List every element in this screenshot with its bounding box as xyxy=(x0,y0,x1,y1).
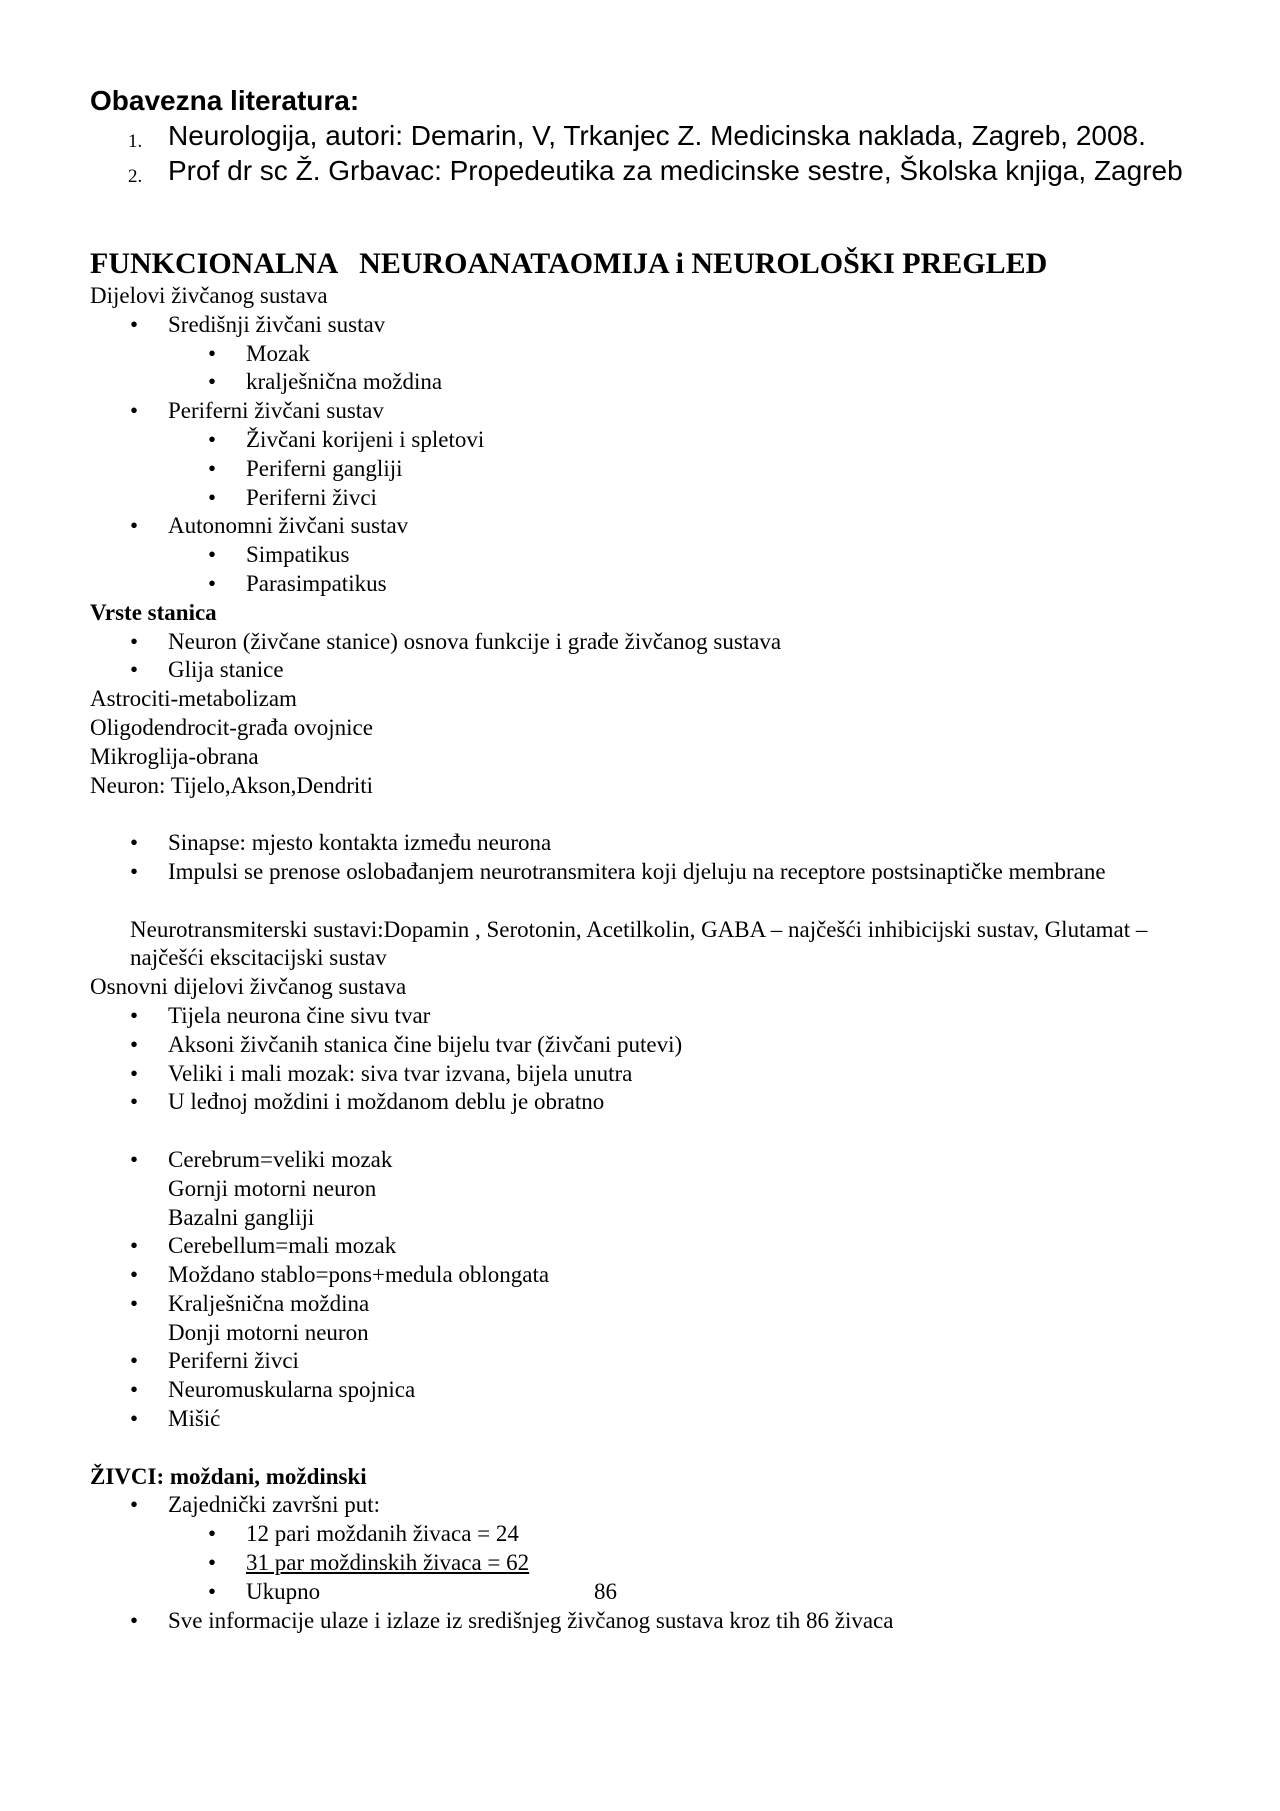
list-item: • Živčani korijeni i spletovi xyxy=(90,426,1200,455)
spacer xyxy=(90,1117,1200,1146)
literature-item xyxy=(90,153,1208,188)
list-item: • Periferni živci xyxy=(90,1347,1200,1376)
list-item: • Impulsi se prenose oslobađanjem neurotransmitera koji djeluju na receptore postsinaptičke membrane xyxy=(90,858,1200,887)
spacer xyxy=(90,1434,1200,1463)
list-item: • Parasimpatikus xyxy=(90,570,1200,599)
text-line: Bazalni gangliji xyxy=(168,1204,315,1230)
list-item xyxy=(90,1578,1200,1607)
structures-list xyxy=(90,1146,1200,1175)
section-heading-cells: Vrste stanica xyxy=(90,599,217,625)
spacer xyxy=(90,887,1200,916)
list-item: • Simpatikus xyxy=(90,541,1200,570)
cns-sublist xyxy=(90,340,1200,398)
neurotransmitter-paragraph: Neurotransmiterski sustavi:Dopamin , Serotonin, Acetilkolin, GABA – najčešći inhibicijski sustav, Glutamat – najčešći ekscitacijski sustav xyxy=(130,916,1148,971)
list-item: • Moždano stablo=pons+medula oblongata xyxy=(90,1261,1200,1290)
text-line: Mikroglija-obrana xyxy=(90,743,259,769)
list-item: • Cerebellum=mali mozak xyxy=(90,1232,1200,1261)
list-item: • Veliki i mali mozak: siva tvar izvana, bijela unutra xyxy=(90,1060,1200,1089)
document-page xyxy=(90,84,1200,1635)
parts-list xyxy=(90,512,1200,541)
literature-text: Neurologija, autori: Demarin, V, Trkanjec Z. Medicinska naklada, Zagreb, 2008. xyxy=(168,120,1146,151)
text-line: Donji motorni neuron xyxy=(168,1319,369,1345)
section-heading-nerves: ŽIVCI: moždani, moždinski xyxy=(90,1463,367,1489)
cranial-nerves: 12 pari moždanih živaca = 24 xyxy=(246,1521,519,1547)
nerves-list xyxy=(90,1607,1200,1636)
text-line: Astrociti-metabolizam xyxy=(90,686,297,712)
synapse-list xyxy=(90,829,1200,887)
list-item: • Aksoni živčanih stanica čine bijelu tvar (živčani putevi) xyxy=(90,1031,1200,1060)
nerves-sublist xyxy=(90,1520,1200,1606)
main-title: FUNKCIONALNA NEUROANATAOMIJA i NEUROLOŠKI PREGLED xyxy=(90,247,1048,280)
list-item: • Središnji živčani sustav xyxy=(90,311,1200,340)
spinal-nerves: 31 par moždinskih živaca = 62 xyxy=(246,1550,530,1576)
list-item: • Mišić xyxy=(90,1405,1200,1434)
total-label: Ukupno xyxy=(246,1578,321,1604)
list-item: • Cerebrum=veliki mozak xyxy=(90,1146,1200,1175)
section-heading-parts: Dijelovi živčanog sustava xyxy=(90,283,328,308)
structures-list xyxy=(90,1347,1200,1433)
list-item: • Sve informacije ulaze i izlaze iz središnjeg živčanog sustava kroz tih 86 živaca xyxy=(90,1607,1200,1636)
list-item xyxy=(90,1520,1200,1549)
document-body xyxy=(90,282,1200,1635)
ans-sublist xyxy=(90,541,1200,599)
cells-list xyxy=(90,628,1200,686)
list-number: 1. xyxy=(128,131,143,152)
spacer xyxy=(90,800,1200,829)
list-item: • Glija stanice xyxy=(90,656,1200,685)
list-item: • Autonomni živčani sustav xyxy=(90,512,1200,541)
literature-list xyxy=(90,118,1200,188)
literature-item xyxy=(90,118,1208,153)
total-value: 86 xyxy=(594,1578,617,1604)
list-item: • Kralješnična moždina xyxy=(90,1290,1200,1319)
list-item xyxy=(90,1549,1200,1578)
list-item: • Tijela neurona čine sivu tvar xyxy=(90,1002,1200,1031)
parts-list xyxy=(90,311,1200,340)
list-item: • U leđnoj moždini i moždanom deblu je obratno xyxy=(90,1088,1200,1117)
list-item: • Periferni gangliji xyxy=(90,455,1200,484)
text-line: Gornji motorni neuron xyxy=(168,1175,377,1201)
list-item: • Periferni živci xyxy=(90,484,1200,513)
list-item: • Mozak xyxy=(90,340,1200,369)
list-item: • kralješnična moždina xyxy=(90,368,1200,397)
list-number: 2. xyxy=(128,166,143,187)
literature-title: Obavezna literatura: xyxy=(90,85,360,116)
text-line: Neuron: Tijelo,Akson,Dendriti xyxy=(90,772,374,798)
list-item: • Zajednički završni put: xyxy=(90,1491,1200,1520)
text-line: Oligodendrocit-građa ovojnice xyxy=(90,714,373,740)
list-item: • Neuromuskularna spojnica xyxy=(90,1376,1200,1405)
basic-list xyxy=(90,1002,1200,1117)
list-item: • Neuron (živčane stanice) osnova funkcije i građe živčanog sustava xyxy=(90,628,1200,657)
structures-list xyxy=(90,1232,1200,1318)
section-heading-basic: Osnovni dijelovi živčanog sustava xyxy=(90,974,407,1000)
pns-sublist xyxy=(90,426,1200,512)
list-item: • Periferni živčani sustav xyxy=(90,397,1200,426)
literature-text: Prof dr sc Ž. Grbavac: Propedeutika za medicinske sestre, Školska knjiga, Zagreb xyxy=(168,155,1183,186)
list-item: • Sinapse: mjesto kontakta između neurona xyxy=(90,829,1200,858)
nerves-list xyxy=(90,1491,1200,1520)
parts-list xyxy=(90,397,1200,426)
